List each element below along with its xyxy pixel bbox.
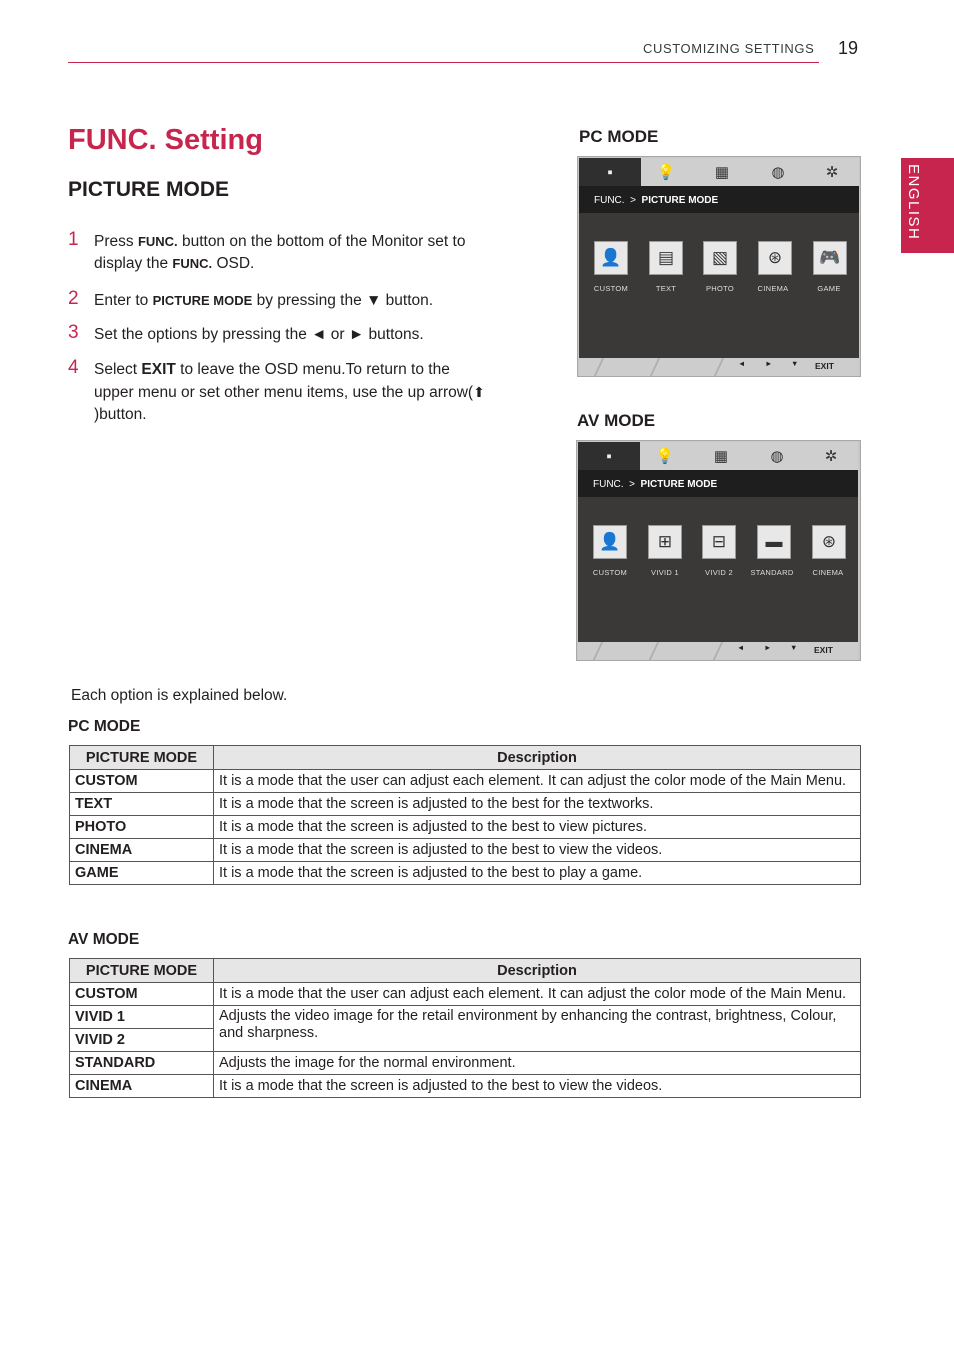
- table-row: VIVID 2: [70, 1029, 861, 1052]
- osd-av-label: AV MODE: [577, 411, 656, 430]
- osd-item-label: CINEMA: [757, 284, 789, 293]
- picture-tab-icon: ▪: [578, 442, 640, 470]
- vivid-1-icon: ⊞: [648, 525, 682, 559]
- osd-item-label: STANDARD: [750, 568, 794, 577]
- right-arrow-icon: ►: [765, 359, 773, 368]
- osd-exit-label: EXIT: [815, 361, 834, 371]
- osd-breadcrumb: FUNC. > PICTURE MODE: [578, 470, 858, 497]
- osd-item-label: CUSTOM: [593, 284, 629, 293]
- column-header: Description: [214, 746, 861, 770]
- osd-menu-panel: [578, 497, 858, 642]
- table-row: CINEMA It is a mode that the screen is adjusted to the best to view the videos.: [70, 839, 861, 862]
- language-tab: [901, 158, 954, 253]
- step-text: Select EXIT to leave the OSD menu.To return to the upper menu or set other menu items, use the up arrow(⬆)button.: [94, 361, 485, 423]
- step-number: 2: [68, 288, 79, 309]
- right-arrow-icon: ►: [764, 643, 772, 652]
- cinema-icon: ⊛: [758, 241, 792, 275]
- av-mode-table: [69, 958, 861, 1098]
- explanation-intro: Each option is explained below.: [71, 687, 288, 704]
- table-row: STANDARD Adjusts the image for the normal environment.: [70, 1052, 861, 1075]
- osd-av-screenshot: [576, 440, 861, 661]
- osd-item-label: CINEMA: [812, 568, 844, 577]
- table-pc-label: PC MODE: [68, 718, 141, 735]
- photo-icon: ▧: [703, 241, 737, 275]
- vivid-2-icon: ⊟: [702, 525, 736, 559]
- osd-menu-panel: [579, 213, 859, 358]
- column-header: PICTURE MODE: [70, 746, 214, 770]
- step-number: 1: [68, 229, 79, 250]
- left-arrow-icon: ◄: [738, 359, 746, 368]
- step-2: [68, 290, 498, 312]
- step-4: [68, 359, 488, 426]
- running-header-section: CUSTOMIZING SETTINGS: [643, 41, 815, 56]
- step-text: Enter to PICTURE MODE by pressing the ▼ button.: [94, 292, 434, 309]
- cinema-icon: ⊛: [812, 525, 846, 559]
- step-3: [68, 324, 498, 346]
- text-icon: ▤: [649, 241, 683, 275]
- bulb-tab-icon: 💡: [655, 448, 675, 465]
- custom-icon: 👤: [594, 241, 628, 275]
- table-row: VIVID 1 Adjusts the video image for the retail environment by enhancing the contrast, brightness, Colour, and sharpness.: [70, 1006, 861, 1029]
- osd-tab-bar: [579, 158, 859, 186]
- osd-pc-screenshot: [577, 156, 861, 377]
- language-tab-label: ENGLISH: [905, 164, 922, 241]
- step-text: Set the options by pressing the ◄ or ► buttons.: [94, 326, 424, 343]
- left-arrow-icon: ◄: [737, 643, 745, 652]
- osd-exit-label: EXIT: [814, 645, 833, 655]
- step-number: 3: [68, 322, 79, 343]
- down-arrow-icon: ▼: [790, 643, 798, 652]
- column-header: PICTURE MODE: [70, 959, 214, 983]
- osd-item-label: VIVID 2: [705, 568, 733, 577]
- osd-pc-label: PC MODE: [579, 127, 659, 146]
- osd-item-label: GAME: [817, 284, 841, 293]
- screens-tab-icon: ▦: [714, 164, 730, 181]
- table-row: PHOTO It is a mode that the screen is adjusted to the best to view pictures.: [70, 816, 861, 839]
- page-title: FUNC. Setting: [68, 124, 263, 156]
- step-1: [68, 231, 498, 275]
- step-text: Press FUNC. button on the bottom of the Monitor set to display the FUNC. OSD.: [94, 233, 466, 272]
- pc-mode-table: [69, 745, 861, 885]
- globe-tab-icon: ◍: [770, 448, 784, 465]
- section-title: PICTURE MODE: [68, 178, 230, 201]
- down-arrow-icon: ▼: [791, 359, 799, 368]
- osd-item-label: VIVID 1: [651, 568, 679, 577]
- table-row: CUSTOM It is a mode that the user can adjust each element. It can adjust the color mode of the Main Menu.: [70, 983, 861, 1006]
- bulb-tab-icon: 💡: [656, 164, 676, 181]
- game-icon: 🎮: [813, 241, 847, 275]
- step-number: 4: [68, 357, 79, 378]
- picture-tab-icon: ▪: [579, 158, 641, 186]
- table-header-row: [70, 959, 861, 983]
- custom-icon: 👤: [593, 525, 627, 559]
- osd-item-label: PHOTO: [705, 284, 735, 293]
- standard-icon: ▬: [757, 525, 791, 559]
- up-arrow-icon: ⬆: [473, 384, 485, 400]
- screens-tab-icon: ▦: [713, 448, 729, 465]
- table-av-label: AV MODE: [68, 931, 140, 948]
- header-divider: [68, 62, 819, 63]
- globe-tab-icon: ◍: [771, 164, 785, 181]
- osd-item-label: CUSTOM: [592, 568, 628, 577]
- table-row: CINEMA It is a mode that the screen is adjusted to the best to view the videos.: [70, 1075, 861, 1098]
- osd-item-label: TEXT: [655, 284, 677, 293]
- table-header-row: [70, 746, 861, 770]
- gear-tab-icon: ✲: [825, 164, 839, 181]
- column-header: Description: [214, 959, 861, 983]
- table-row: GAME It is a mode that the screen is adjusted to the best to play a game.: [70, 862, 861, 885]
- osd-breadcrumb: FUNC. > PICTURE MODE: [579, 186, 859, 213]
- osd-tab-bar: [578, 442, 858, 470]
- table-row: TEXT It is a mode that the screen is adjusted to the best for the textworks.: [70, 793, 861, 816]
- page-number: 19: [838, 38, 859, 58]
- gear-tab-icon: ✲: [824, 448, 838, 465]
- table-row: CUSTOM It is a mode that the user can adjust each element. It can adjust the color mode of the Main Menu.: [70, 770, 861, 793]
